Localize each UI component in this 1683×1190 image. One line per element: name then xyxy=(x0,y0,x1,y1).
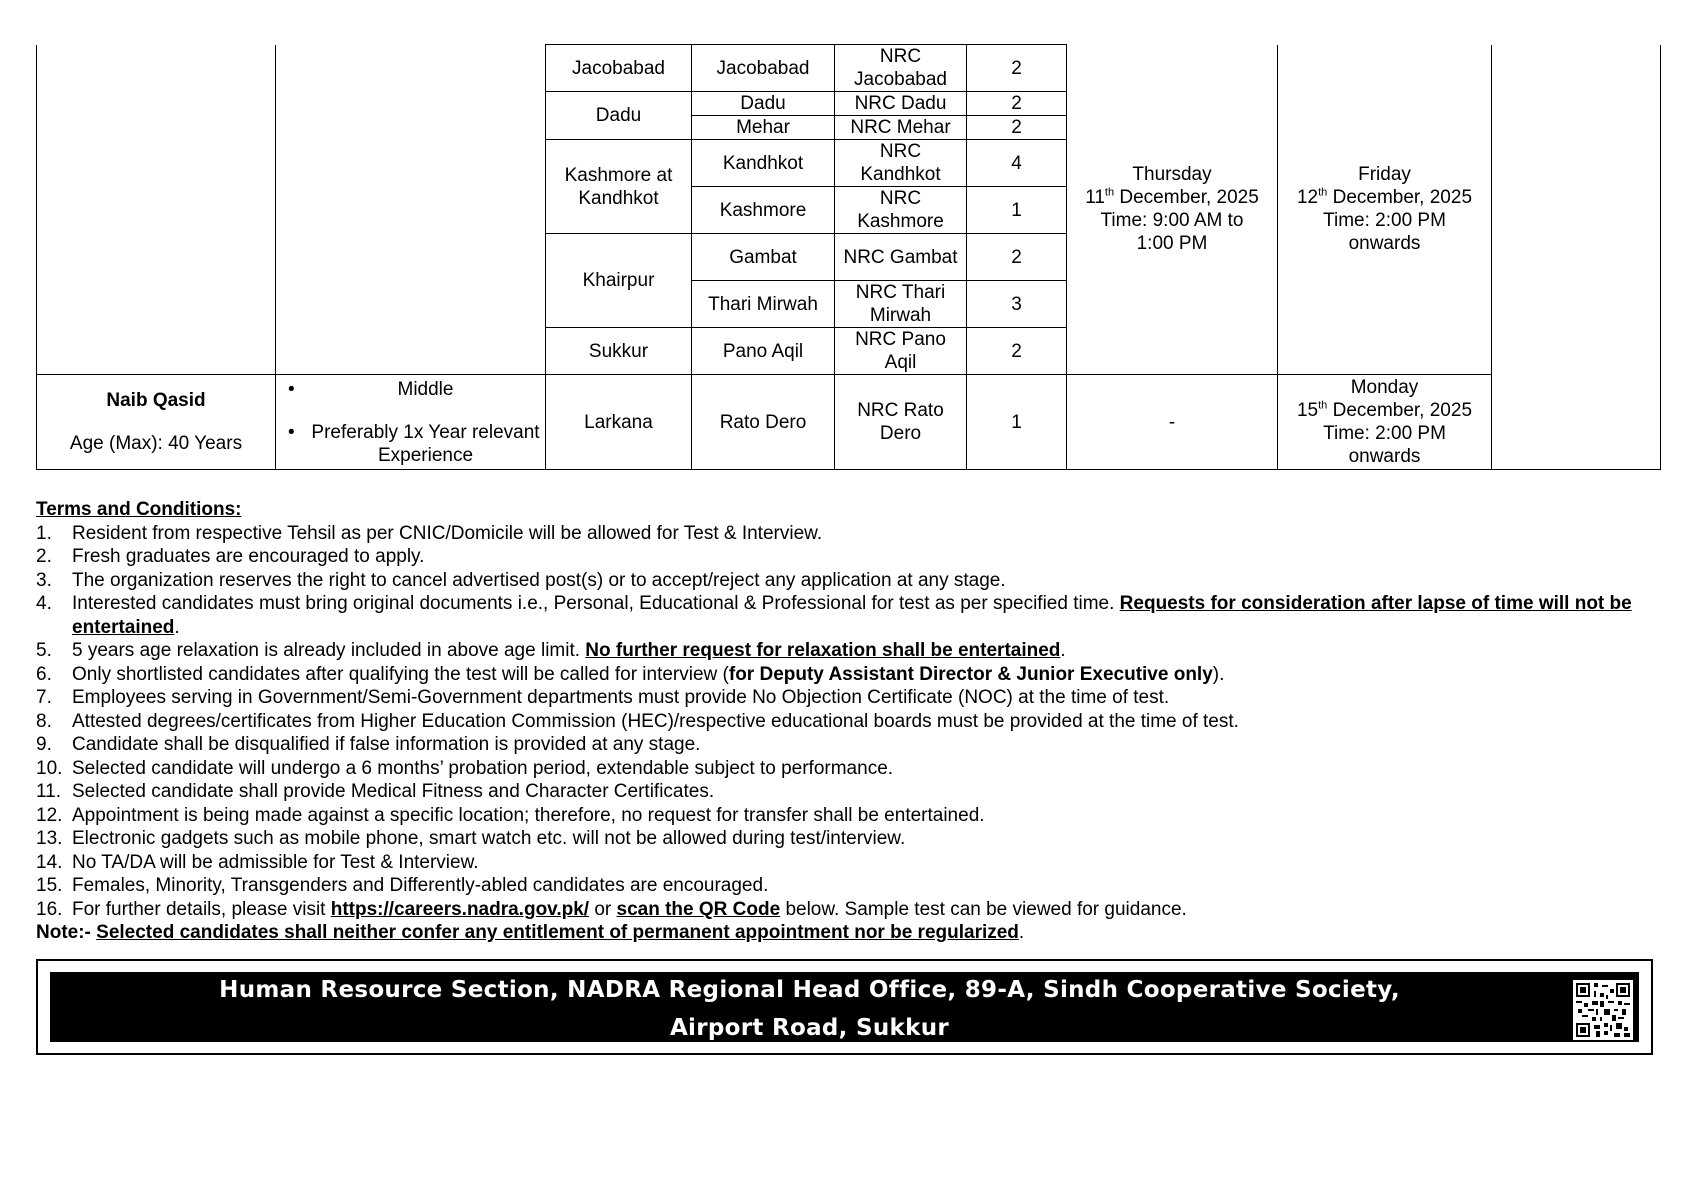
posts-cell: 2 xyxy=(967,92,1067,116)
centre-cell: NRC Dadu xyxy=(835,92,967,116)
qualification-item: • Preferably 1x Year relevant Experience xyxy=(288,421,540,466)
bullet-icon: • xyxy=(288,378,295,400)
age-limit: Age (Max): 40 Years xyxy=(69,433,243,454)
careers-link[interactable]: https://careers.nadra.gov.pk/ xyxy=(330,898,590,920)
centre-cell: NRC Pano Aqil xyxy=(835,328,967,375)
interview-day: Monday xyxy=(1350,377,1419,398)
list-item: 5. 5 years age relaxation is already included in above age limit. No further request for relaxation shall be entertained. xyxy=(36,640,1066,661)
list-item: 8. Attested degrees/certificates from Higher Education Commission (HEC)/respective educational boards must be provided at the time of test. xyxy=(36,710,1239,732)
list-item: 1. Resident from respective Tehsil as per CNIC/Domicile will be allowed for Test & Interview. xyxy=(36,522,823,544)
centre-cell: NRC Jacobabad xyxy=(835,45,967,92)
interview-day: Friday xyxy=(1358,164,1411,186)
test-day: Thursday xyxy=(1132,164,1212,186)
posts-cell: 3 xyxy=(967,281,1067,328)
tehsil-cell: Mehar xyxy=(692,116,835,140)
list-item: 11. Selected candidate shall provide Medical Fitness and Character Certificates. xyxy=(36,781,715,802)
list-item: 14. No TA/DA will be admissible for Test & Interview. xyxy=(36,851,479,873)
list-item: 10. Selected candidate will undergo a 6 months’ probation period, extendable subject to performance. xyxy=(36,757,894,779)
test-schedule-cell: - xyxy=(1067,375,1278,470)
list-item: 2. Fresh graduates are encouraged to apply. xyxy=(36,546,425,567)
test-time: Time: 9:00 AM to 1:00 PM xyxy=(1100,210,1244,255)
terms-section xyxy=(36,498,1660,945)
posts-cell: 2 xyxy=(967,234,1067,281)
centre-cell: NRC Rato Dero xyxy=(835,375,967,470)
tehsil-cell: Rato Dero xyxy=(692,375,835,470)
test-schedule-cell xyxy=(1067,45,1278,375)
footer-box xyxy=(36,959,1653,1055)
tehsil-cell: Dadu xyxy=(692,92,835,116)
qualification-item: • Middle xyxy=(288,378,454,400)
posts-cell: 2 xyxy=(967,45,1067,92)
district-cell: Larkana xyxy=(546,375,692,470)
tehsil-cell: Kandhkot xyxy=(692,140,835,187)
footer-address-line-2: Airport Road, Sukkur xyxy=(669,1015,950,1041)
remarks-cell xyxy=(1492,45,1661,470)
centre-cell: NRC Gambat xyxy=(835,234,967,281)
posts-cell: 2 xyxy=(967,328,1067,375)
tehsil-cell: Pano Aqil xyxy=(692,328,835,375)
interview-time: Time: 2:00 PM onwards xyxy=(1323,210,1446,255)
qr-code-icon[interactable] xyxy=(1573,980,1633,1040)
naib-qasid-post-cell xyxy=(37,375,276,470)
list-item: 12. Appointment is being made against a specific location; therefore, no request for transfer shall be entertained. xyxy=(36,804,985,826)
district-cell: Dadu xyxy=(546,92,692,140)
terms-list xyxy=(36,522,1660,922)
terms-heading: Terms and Conditions: xyxy=(36,499,242,520)
naib-qasid-qualification-cell xyxy=(276,375,546,470)
list-item: 4. Interested candidates must bring original documents i.e., Personal, Educational & Professional for test as per specified time. Requests for consideration after lapse of time will not be entertained. xyxy=(36,593,1632,638)
list-item: 3. The organization reserves the right to cancel advertised post(s) or to accept/reject any application at any stage. xyxy=(36,569,1006,591)
vacancy-table xyxy=(36,44,1661,470)
qr-code-graphic xyxy=(1576,983,1630,1037)
interview-schedule-cell xyxy=(1278,375,1492,470)
district-cell: Jacobabad xyxy=(546,45,692,92)
interview-time: Time: 2:00 PM onwards xyxy=(1323,423,1446,467)
list-item: 15. Females, Minority, Transgenders and Differently-abled candidates are encouraged. xyxy=(36,875,769,896)
tehsil-cell: Thari Mirwah xyxy=(692,281,835,328)
footer-address-line-1: Human Resource Section, NADRA Regional Head Office, 89-A, Sindh Cooperative Society, xyxy=(219,977,1400,1003)
list-item: 7. Employees serving in Government/Semi-Government departments must provide No Objection Certificate (NOC) at the time of test. xyxy=(36,687,1170,708)
interview-schedule-cell xyxy=(1278,45,1492,375)
post-cell-continued xyxy=(37,45,276,375)
tehsil-cell: Kashmore xyxy=(692,187,835,234)
tehsil-cell: Gambat xyxy=(692,234,835,281)
posts-cell: 2 xyxy=(967,116,1067,140)
district-cell: Khairpur xyxy=(546,234,692,328)
centre-cell: NRC Thari Mirwah xyxy=(835,281,967,328)
list-item: 16. For further details, please visit https://careers.nadra.gov.pk/ or scan the QR Code below. Sample test can be viewed for guidance. xyxy=(36,898,1187,920)
centre-cell: NRC Kandhkot xyxy=(835,140,967,187)
test-date: 11th December, 2025 xyxy=(1085,186,1259,209)
posts-cell: 4 xyxy=(967,140,1067,187)
district-cell: Sukkur xyxy=(546,328,692,375)
bullet-icon: • xyxy=(288,421,295,443)
posts-cell: 1 xyxy=(967,375,1067,470)
tehsil-cell: Jacobabad xyxy=(692,45,835,92)
list-item: 9. Candidate shall be disqualified if false information is provided at any stage. xyxy=(36,734,701,755)
post-title: Naib Qasid xyxy=(106,390,206,411)
posts-cell: 1 xyxy=(967,187,1067,234)
note: Note:- Selected candidates shall neither confer any entitlement of permanent appointment nor be regularized. xyxy=(36,922,1025,943)
centre-cell: NRC Mehar xyxy=(835,116,967,140)
qualification-cell-continued xyxy=(276,45,546,375)
list-item: 13. Electronic gadgets such as mobile phone, smart watch etc. will not be allowed during test/interview. xyxy=(36,828,906,849)
list-item: 6. Only shortlisted candidates after qualifying the test will be called for interview (for Deputy Assistant Director & Junior Executive only). xyxy=(36,663,1225,685)
interview-date: 12th December, 2025 xyxy=(1296,186,1473,209)
centre-cell: NRC Kashmore xyxy=(835,187,967,234)
footer-banner xyxy=(50,972,1639,1042)
scan-qr-text: scan the QR Code xyxy=(616,898,781,920)
interview-date: 15th December, 2025 xyxy=(1296,399,1473,421)
district-cell: Kashmore at Kandhkot xyxy=(546,140,692,234)
